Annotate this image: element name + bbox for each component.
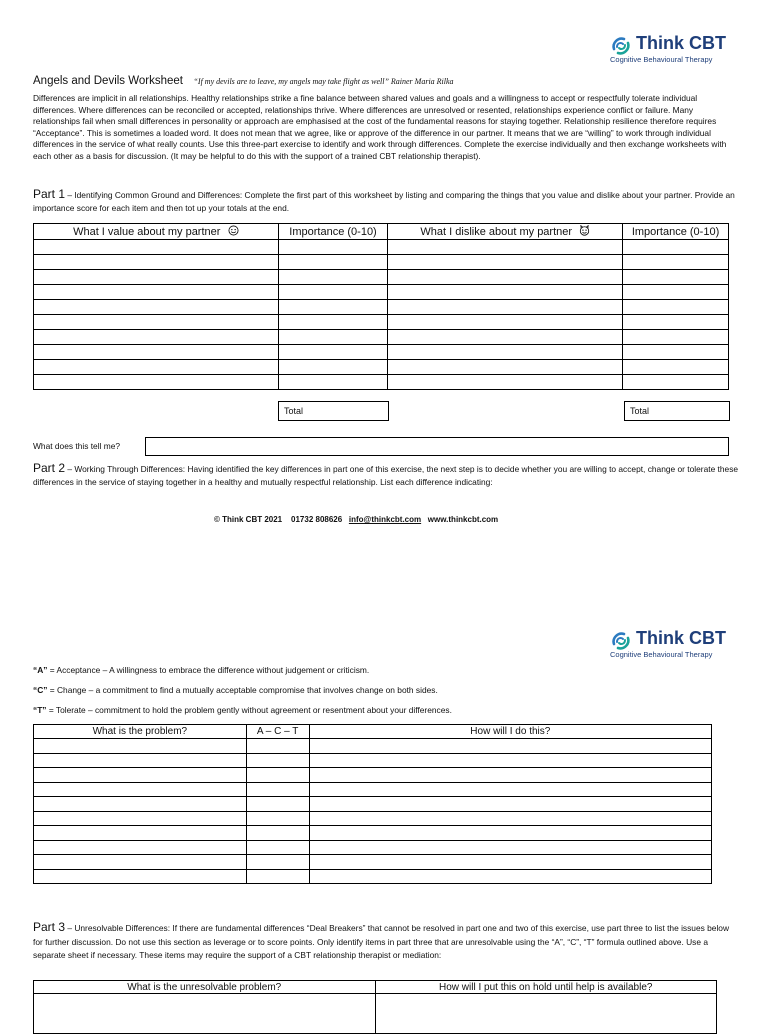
col-dislike: What I dislike about my partner <box>388 224 623 240</box>
table-cell[interactable] <box>34 300 279 315</box>
table-cell[interactable] <box>34 360 279 375</box>
total-label: Total <box>284 406 304 416</box>
page-title: Angels and Devils Worksheet <box>33 75 183 87</box>
col-act: A – C – T <box>246 725 309 739</box>
table-cell[interactable] <box>246 768 309 783</box>
table-row <box>34 330 729 345</box>
table-cell[interactable] <box>34 285 279 300</box>
table-cell[interactable] <box>309 840 711 855</box>
definition-accept: “A” = Acceptance – A willingness to embrace the difference without judgement or criticism. <box>33 665 370 675</box>
table-cell[interactable] <box>278 315 388 330</box>
table-cell[interactable] <box>309 768 711 783</box>
table-cell[interactable] <box>623 240 729 255</box>
email-link[interactable]: info@thinkcbt.com <box>348 515 422 524</box>
definition-change: “C” = Change – a commitment to find a mutually acceptable compromise that involves change on both sides. <box>33 685 438 695</box>
logo <box>610 628 730 664</box>
table-cell[interactable] <box>309 782 711 797</box>
col-unresolvable: What is the unresolvable problem? <box>34 981 376 994</box>
table-cell[interactable] <box>278 285 388 300</box>
table-cell[interactable] <box>309 869 711 884</box>
brand-tagline: Cognitive Behavioural Therapy <box>610 55 713 64</box>
values-table <box>33 223 729 390</box>
table-cell[interactable] <box>34 345 279 360</box>
table-cell[interactable] <box>246 826 309 841</box>
table-row <box>34 285 729 300</box>
table-cell[interactable] <box>246 797 309 812</box>
worksheet-title-row <box>33 71 454 89</box>
table-cell[interactable] <box>623 300 729 315</box>
table-cell[interactable] <box>34 797 247 812</box>
table-cell[interactable] <box>246 855 309 870</box>
table-cell[interactable] <box>375 994 717 1034</box>
table-cell[interactable] <box>34 826 247 841</box>
table-row <box>34 240 729 255</box>
unresolvable-table <box>33 980 717 1034</box>
table-cell[interactable] <box>278 270 388 285</box>
table-cell[interactable] <box>34 330 279 345</box>
logo-swirl-icon <box>610 35 632 57</box>
table-cell[interactable] <box>34 768 247 783</box>
table-cell[interactable] <box>388 285 623 300</box>
table-cell[interactable] <box>34 869 247 884</box>
table-cell[interactable] <box>388 315 623 330</box>
logo-swirl-icon <box>610 630 632 652</box>
table-cell[interactable] <box>388 255 623 270</box>
table-row <box>34 345 729 360</box>
part2-instructions: – Working Through Differences: Having identified the key differences in part one of this exercise, the next step is to decide whether you are willing to accept, change or tolerate these differences in the service of staying together in a healthy and mutually respectful relationship. List each difference indicating: <box>33 464 739 487</box>
total-label: Total <box>630 406 650 416</box>
table-cell[interactable] <box>278 240 388 255</box>
epigraph: “If my devils are to leave, my angels may take flight as well” Rainer Maria Rilka <box>193 77 454 86</box>
table-cell[interactable] <box>309 739 711 754</box>
intro-paragraph: Differences are implicit in all relationships. Healthy relationships strike a fine balance between shared values and goals and a willingness to accept or respectfully tolerate individual differences. Where differences can be reconciled or accepted, relationships thrive. Where differences are unresolved or resented, relationships experience conflict or failure. Many relationships fail when small differences in personality or approach are emphasised at the cost of the fundamental reasons for staying together. Relationship resilience therefore requires “Acceptance”. This is sometimes a loaded word. It does not mean that we agree, like or approve of the difference in our partner. It means that we are “willing” to work through individual differences in the service of what really counts. Use this three-part exercise to identify and work through differences. Complete the exercise individually and then exchange worksheets with each other as a basis for discussion. (It may be helpful to do this with the support of a trained CBT relationship therapist). <box>33 93 727 161</box>
col-how: How will I do this? <box>309 725 711 739</box>
table-cell[interactable] <box>278 300 388 315</box>
part2-label: Part 2 <box>33 461 66 475</box>
table-cell[interactable] <box>246 782 309 797</box>
table-cell[interactable] <box>278 360 388 375</box>
table-cell[interactable] <box>388 375 623 390</box>
table-cell[interactable] <box>34 994 376 1034</box>
table-cell[interactable] <box>246 753 309 768</box>
table-cell[interactable] <box>34 840 247 855</box>
table-cell[interactable] <box>246 811 309 826</box>
part1-label: Part 1 <box>33 187 66 201</box>
table-cell[interactable] <box>623 255 729 270</box>
table-row <box>34 869 712 884</box>
table-cell[interactable] <box>623 285 729 300</box>
table-cell[interactable] <box>34 855 247 870</box>
table-cell[interactable] <box>278 375 388 390</box>
col-on-hold: How will I put this on hold until help is available? <box>375 981 717 994</box>
table-row <box>34 375 729 390</box>
part2-heading <box>33 462 739 488</box>
table-row <box>34 360 729 375</box>
table-cell[interactable] <box>309 753 711 768</box>
table-row <box>34 315 729 330</box>
table-cell[interactable] <box>34 739 247 754</box>
table-row <box>34 270 729 285</box>
table-row <box>34 782 712 797</box>
website-link[interactable]: www.thinkcbt.com <box>427 515 499 524</box>
part3-label: Part 3 <box>33 920 66 934</box>
table-cell[interactable] <box>34 255 279 270</box>
col-importance-dislike: Importance (0-10) <box>623 224 729 240</box>
table-row <box>34 300 729 315</box>
reflection-field[interactable] <box>145 437 729 456</box>
table-cell[interactable] <box>34 753 247 768</box>
table-cell[interactable] <box>278 330 388 345</box>
table-cell[interactable] <box>34 315 279 330</box>
table-cell[interactable] <box>246 840 309 855</box>
table-cell[interactable] <box>388 330 623 345</box>
table-cell[interactable] <box>278 345 388 360</box>
total-dislike-box[interactable] <box>624 401 730 421</box>
table-cell[interactable] <box>388 240 623 255</box>
act-table <box>33 724 712 884</box>
table-cell[interactable] <box>623 360 729 375</box>
part3-heading <box>33 921 739 962</box>
logo <box>610 33 730 69</box>
part1-instructions: – Identifying Common Ground and Differences: Complete the first part of this worksheet by listing and comparing the things that you value and dislike about your partner. Provide an importance score for each item and then tot up your totals at the end. <box>33 190 735 213</box>
table-cell[interactable] <box>309 855 711 870</box>
table-cell[interactable] <box>34 811 247 826</box>
table-cell[interactable] <box>309 811 711 826</box>
table-cell[interactable] <box>388 270 623 285</box>
smiley-face-icon <box>228 225 239 236</box>
table-cell[interactable] <box>623 375 729 390</box>
table-cell[interactable] <box>623 330 729 345</box>
table-cell[interactable] <box>623 345 729 360</box>
table-row <box>34 753 712 768</box>
table-cell[interactable] <box>246 739 309 754</box>
table-cell[interactable] <box>388 300 623 315</box>
brand-name: Think CBT <box>636 628 726 648</box>
table-cell[interactable] <box>623 315 729 330</box>
part1-heading <box>33 188 739 214</box>
table-cell[interactable] <box>34 782 247 797</box>
table-cell[interactable] <box>388 360 623 375</box>
table-cell[interactable] <box>34 240 279 255</box>
brand-name: Think CBT <box>636 33 726 53</box>
reflection-label: What does this tell me? <box>33 441 121 451</box>
table-row <box>34 797 712 812</box>
part3-instructions: – Unresolvable Differences: If there are fundamental differences “Deal Breakers” that cannot be resolved in part one and two of this exercise, use part three to list the issues below for further discussion. Do not use this section as leverage or to score points. Only identify items in part three that are unresolvable using the “A”, “C”, “T” formula outlined above. Use a separate sheet if necessary. These items may require the support of a CBT relationship therapist or mediation: <box>33 923 730 960</box>
table-cell[interactable] <box>309 797 711 812</box>
table-row <box>34 811 712 826</box>
table-cell[interactable] <box>246 869 309 884</box>
table-row <box>34 855 712 870</box>
table-cell[interactable] <box>623 270 729 285</box>
devil-face-icon <box>579 225 590 236</box>
total-value-box[interactable] <box>278 401 389 421</box>
table-row <box>34 840 712 855</box>
table-cell[interactable] <box>34 375 279 390</box>
table-row <box>34 768 712 783</box>
col-value: What I value about my partner <box>34 224 279 240</box>
table-cell[interactable] <box>388 345 623 360</box>
definition-tolerate: “T” = Tolerate – commitment to hold the problem gently without agreement or resentment about your differences. <box>33 705 452 715</box>
brand-tagline: Cognitive Behavioural Therapy <box>610 650 713 659</box>
table-row <box>34 255 729 270</box>
table-row <box>34 826 712 841</box>
col-importance-value: Importance (0-10) <box>278 224 388 240</box>
table-cell[interactable] <box>309 826 711 841</box>
table-row <box>34 739 712 754</box>
footer: © Think CBT 2021 01732 808626 info@thinkcbt.com www.thinkcbt.com <box>214 515 499 524</box>
table-cell[interactable] <box>34 270 279 285</box>
table-cell[interactable] <box>278 255 388 270</box>
col-problem: What is the problem? <box>34 725 247 739</box>
